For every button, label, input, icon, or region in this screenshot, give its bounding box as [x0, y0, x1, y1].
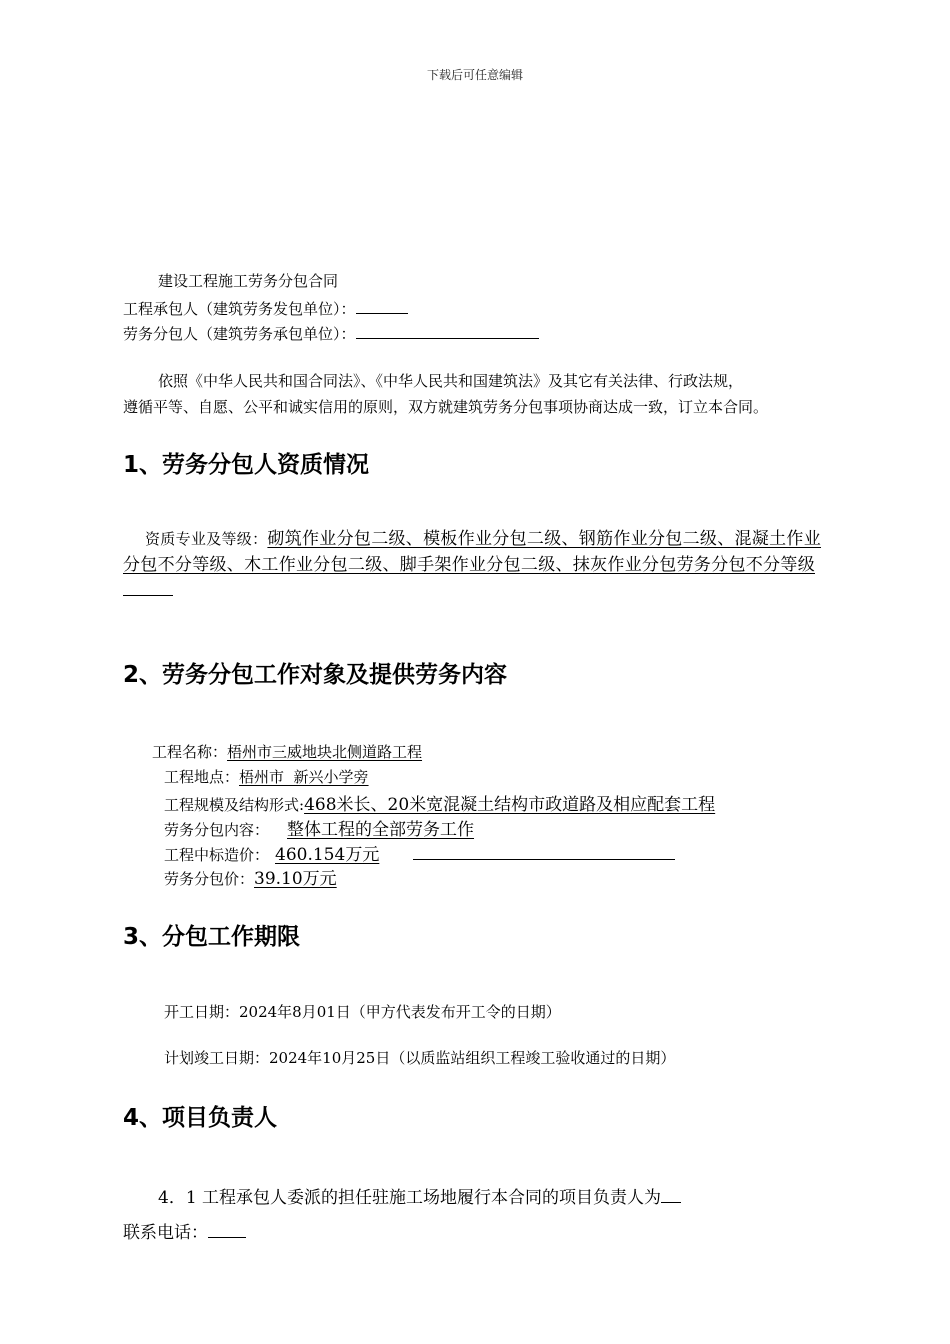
project-name-value: 梧州市三威地块北侧道路工程: [227, 743, 423, 761]
bid-price-trailing-blank: [413, 842, 675, 860]
phone-line: [123, 1218, 246, 1243]
qualification-trailing-blank: [123, 578, 173, 596]
section-1-heading: 1、劳务分包人资质情况: [123, 452, 370, 478]
bid-price-line: [164, 840, 675, 865]
clause-4-1-line: [158, 1183, 681, 1208]
bid-price-label: 工程中标造价：: [164, 846, 270, 864]
project-name-line: [152, 741, 436, 762]
location-value: 梧州市 新兴小学旁: [239, 768, 369, 786]
contractor-label: 工程承包人（建筑劳务发包单位）：: [123, 300, 356, 318]
project-name-label: 工程名称：: [152, 743, 228, 761]
subcontractor-line: [123, 321, 539, 344]
labor-content-label: 劳务分包内容：: [164, 821, 270, 839]
preamble-line-1: 依照《中华人民共和国合同法》、《中华人民共和国建筑法》及其它有关法律、行政法规，: [158, 372, 744, 390]
contractor-line: [123, 296, 408, 319]
page-header-note: 下载后可任意编辑: [426, 68, 523, 82]
contract-title: 建设工程施工劳务分包合同: [158, 272, 339, 290]
qualification-label: 资质专业及等级：: [145, 530, 268, 548]
labor-content-value: 整体工程的全部劳务工作: [287, 820, 475, 840]
qualification-paragraph: [123, 526, 833, 604]
phone-label: 联系电话：: [123, 1223, 208, 1243]
location-line: [164, 766, 431, 787]
scale-label: 工程规模及结构形式:: [164, 796, 305, 814]
scale-value: 468米长、20米宽混凝土结构市政道路及相应配套工程: [304, 795, 716, 815]
section-4-heading: 4、项目负责人: [123, 1105, 278, 1131]
phone-blank: [208, 1220, 246, 1238]
preamble-line-2: 遵循平等、自愿、公平和诚实信用的原则，双方就建筑劳务分包事项协商达成一致，订立本合同。: [123, 398, 769, 416]
completion-date: 计划竣工日期：2024年10月25日（以质监站组织工程竣工验收通过的日期）: [164, 1049, 676, 1067]
start-date: 开工日期：2024年8月01日（甲方代表发布开工令的日期）: [164, 1003, 561, 1021]
sub-price-value: 39.10万元: [254, 869, 337, 889]
scale-line: [164, 790, 755, 815]
clause-4-1-text: 4．1 工程承包人委派的担任驻施工场地履行本合同的项目负责人为: [158, 1188, 662, 1208]
subcontractor-label: 劳务分包人（建筑劳务承包单位）：: [123, 325, 356, 343]
project-lead-blank: [661, 1185, 681, 1203]
labor-content-line: [164, 815, 678, 840]
subcontractor-blank: [356, 321, 539, 339]
sub-price-line: [164, 864, 683, 889]
bid-price-value: 460.154万元: [275, 845, 380, 865]
qualification-value: 砌筑作业分包二级、模板作业分包二级、钢筋作业分包二级、混凝土作业分包不分等级、木工作业分包二级、脚手架作业分包二级、抹灰作业分包劳务分包不分等级: [123, 529, 822, 575]
section-3-heading: 3、分包工作期限: [123, 924, 301, 950]
location-label: 工程地点：: [164, 768, 240, 786]
section-2-heading: 2、劳务分包工作对象及提供劳务内容: [123, 662, 508, 688]
sub-price-label: 劳务分包价：: [164, 870, 255, 888]
contractor-blank: [356, 296, 408, 314]
